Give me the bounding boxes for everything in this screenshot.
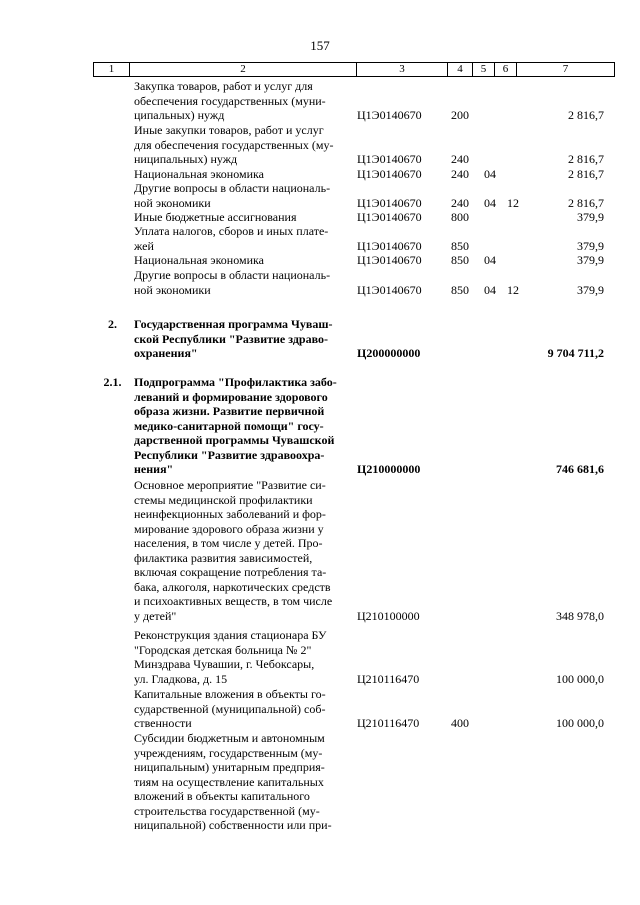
- row-name-line: учреждениям, государственным (му-: [134, 745, 323, 760]
- row-code: Ц1Э0140670: [357, 253, 422, 267]
- header-col-5: 5: [473, 63, 495, 76]
- header-col-3: 3: [357, 63, 448, 76]
- row-code: Ц200000000: [357, 346, 421, 360]
- row-code: Ц1Э0140670: [357, 282, 422, 297]
- row-name-line: Другие вопросы в области националь-: [134, 181, 331, 195]
- row-amount: 9 704 711,2: [547, 346, 604, 360]
- row-name-line: Иные закупки товаров, работ и услуг: [134, 123, 324, 137]
- row-col-4: 850: [451, 282, 469, 297]
- row-name-line: неинфекционных заболеваний и фор-: [134, 507, 326, 521]
- row-name-line: бака, алкоголя, наркотических средств: [134, 579, 331, 594]
- row-col-5: 04: [484, 167, 496, 181]
- header-col-4: 4: [448, 63, 473, 76]
- row-name-line: обеспечения государственных (муни-: [134, 93, 326, 108]
- row-name: [134, 478, 350, 623]
- row-name-line: ниципальным) унитарным предприя-: [134, 760, 325, 774]
- row-name: [134, 268, 350, 297]
- row-amount: 100 000,0: [556, 671, 604, 686]
- row-name: [134, 317, 350, 361]
- row-name: [134, 224, 350, 253]
- table-header: [93, 62, 615, 77]
- row-name-line: у детей": [134, 608, 177, 623]
- row-name: [134, 687, 350, 731]
- row-name-line: населения, в том числе у детей. Про-: [134, 536, 323, 550]
- row-name-line: и психоактивных веществ, в том числе: [134, 594, 333, 608]
- row-name-line: включая сокращение потребления та-: [134, 565, 327, 579]
- row-col-4: 200: [451, 108, 469, 122]
- row-name-line: ципальных) нужд: [134, 108, 225, 122]
- row-amount: 2 816,7: [568, 152, 604, 166]
- row-amount: 379,9: [577, 210, 604, 224]
- row-name-line: Реконструкция здания стационара БУ: [134, 628, 327, 642]
- row-name-line: Национальная экономика: [134, 253, 264, 267]
- row-name-line: дарственной программы Чувашской: [134, 433, 335, 447]
- row-name-line: Уплата налогов, сборов и иных плате-: [134, 224, 329, 238]
- header-col-1: 1: [94, 63, 130, 76]
- row-name: [134, 253, 350, 268]
- row-name-line: "Городская детская больница № 2": [134, 642, 312, 657]
- row-amount: 100 000,0: [556, 716, 604, 730]
- row-col-4: 850: [451, 253, 469, 267]
- row-name: [134, 79, 350, 123]
- row-name-line: Иные бюджетные ассигнования: [134, 210, 297, 224]
- row-amount: 746 681,6: [556, 462, 604, 476]
- row-name-line: Государственная программа Чуваш-: [134, 317, 333, 331]
- row-name-line: Республики "Развитие здравоохра-: [134, 447, 325, 462]
- row-name-line: Минздрава Чувашии, г. Чебоксары,: [134, 657, 315, 671]
- row-col-4: 240: [451, 195, 469, 210]
- row-col-4: 850: [451, 238, 469, 253]
- row-name-line: Национальная экономика: [134, 167, 264, 181]
- row-name-line: ственности: [134, 716, 192, 730]
- header-col-7: 7: [562, 63, 569, 75]
- row-name-line: строительства государственной (му-: [134, 803, 320, 818]
- header-col-6: 6: [495, 63, 517, 76]
- row-name-line: Капитальные вложения в объекты го-: [134, 687, 326, 701]
- row-name-line: вложений в объекты капитального: [134, 789, 310, 803]
- row-code: Ц210000000: [357, 462, 421, 476]
- row-name: [134, 181, 350, 210]
- row-amount: 348 978,0: [556, 608, 604, 623]
- row-name-line: ской Республики "Развитие здраво-: [134, 331, 328, 346]
- row-code: Ц1Э0140670: [357, 108, 422, 122]
- row-name-line: ниципальной) собственности или при-: [134, 818, 332, 832]
- page-number: 157: [310, 38, 330, 53]
- row-amount: 379,9: [577, 282, 604, 297]
- row-col-4: 240: [451, 152, 469, 166]
- row-name-line: Закупка товаров, работ и услуг для: [134, 79, 313, 93]
- row-amount: 379,9: [577, 238, 604, 253]
- row-col-5: 04: [484, 282, 496, 297]
- row-name-line: нения": [134, 462, 174, 476]
- row-name-line: леваний и формирование здорового: [134, 389, 328, 404]
- row-name: [134, 123, 350, 167]
- row-name-line: Субсидии бюджетным и автономным: [134, 731, 325, 745]
- row-name-line: для обеспечения государственных (му-: [134, 137, 334, 152]
- row-amount: 2 816,7: [568, 108, 604, 122]
- row-name-line: охранения": [134, 346, 198, 360]
- row-name-line: Другие вопросы в области националь-: [134, 268, 331, 282]
- row-amount: 379,9: [577, 253, 604, 267]
- header-col-2: 2: [130, 63, 357, 76]
- row-name-line: ул. Гладкова, д. 15: [134, 671, 228, 686]
- row-name: [134, 375, 350, 477]
- row-code: Ц1Э0140670: [357, 195, 422, 210]
- row-name-line: сударственной (муниципальной) соб-: [134, 701, 326, 716]
- row-code: Ц210116470: [357, 671, 420, 686]
- row-code: Ц210116470: [357, 716, 420, 730]
- row-name-line: ной экономики: [134, 195, 211, 210]
- row-code: Ц1Э0140670: [357, 238, 422, 253]
- row-name-line: филактика развития зависимостей,: [134, 550, 313, 565]
- row-code: Ц210100000: [357, 608, 420, 623]
- row-col-4: 240: [451, 167, 469, 181]
- row-name-line: образа жизни. Развитие первичной: [134, 404, 325, 418]
- row-name-line: Основное мероприятие "Развитие си-: [134, 478, 326, 492]
- row-col-6: 12: [507, 282, 519, 297]
- row-name: [134, 210, 350, 225]
- row-name-line: ной экономики: [134, 282, 211, 297]
- row-name-line: ниципальных) нужд: [134, 152, 238, 166]
- row-col-5: 04: [484, 253, 496, 267]
- row-number: 2.: [108, 317, 117, 331]
- row-name-line: медико-санитарной помощи" госу-: [134, 418, 324, 433]
- row-col-6: 12: [507, 195, 519, 210]
- row-name: [134, 628, 350, 686]
- row-col-4: 800: [451, 210, 469, 224]
- row-number: 2.1.: [103, 375, 122, 389]
- row-code: Ц1Э0140670: [357, 167, 422, 181]
- row-code: Ц1Э0140670: [357, 152, 422, 166]
- row-name-line: тиям на осуществление капитальных: [134, 774, 324, 789]
- row-amount: 2 816,7: [568, 167, 604, 181]
- row-name: [134, 731, 350, 833]
- row-name-line: жей: [134, 238, 154, 253]
- row-name: [134, 167, 350, 182]
- row-name-line: мирование здорового образа жизни у: [134, 521, 324, 536]
- row-col-4: 400: [451, 716, 469, 730]
- row-col-5: 04: [484, 195, 496, 210]
- row-name-line: Подпрограмма "Профилактика забо-: [134, 375, 337, 389]
- row-amount: 2 816,7: [568, 195, 604, 210]
- row-name-line: стемы медицинской профилактики: [134, 492, 313, 507]
- row-code: Ц1Э0140670: [357, 210, 422, 224]
